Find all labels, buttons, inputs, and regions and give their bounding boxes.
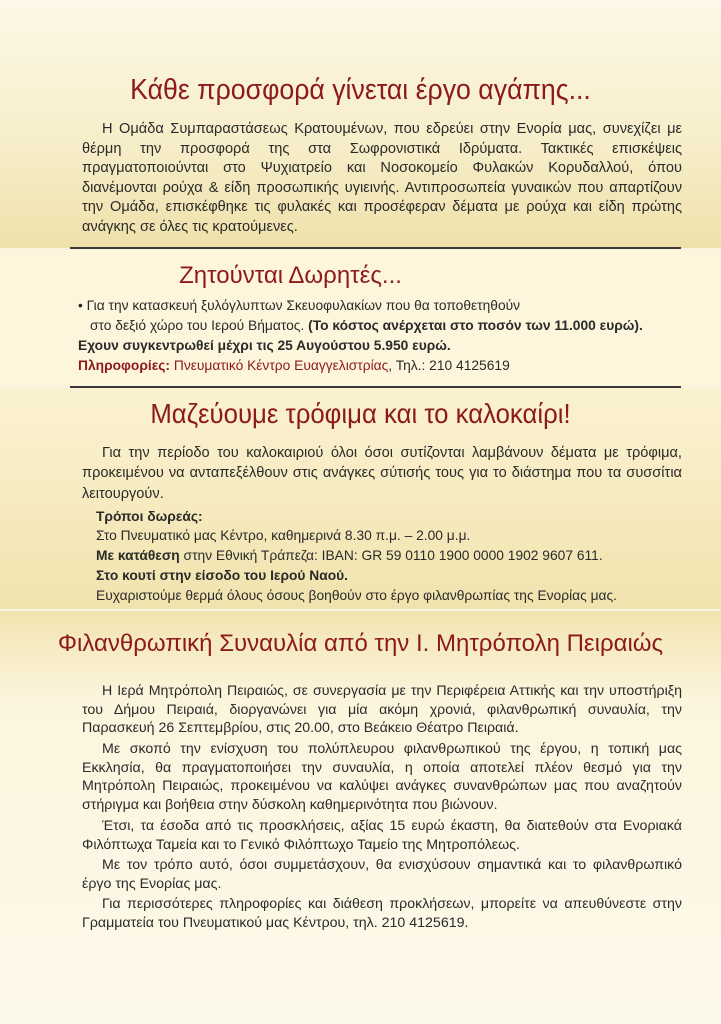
section-title: Φιλανθρωπική Συναυλία από την Ι. Μητρόπολη Πειραιώς — [57, 630, 664, 657]
concert-paragraph-3: Έτσι, τα έσοδα από τις προσκλήσεις, αξίας 15 ευρώ έκαστη, θα διατεθούν στα Ενοριακά Φιλόπτωχα Ταμεία και το Γενικό Φιλόπτωχο Ταμείο της Μητροπόλεως. — [82, 818, 682, 853]
info-phone: , Τηλ.: 210 4125619 — [388, 358, 510, 373]
bank-iban: στην Εθνική Τράπεζα: IBAN: GR 59 0110 1900 0000 1902 9607 611. — [179, 548, 603, 563]
section-title: Ζητούνται Δωρητές... — [179, 262, 402, 289]
bank-deposit-label: Με κατάθεση — [96, 548, 180, 563]
section-body: Για την περίοδο του καλοκαιριού όλοι όσοι συτίζονται λαμβάνουν δέματα με τρόφιμα, προκειμένου να ανταπεξέλθουν στις ανάγκες σύτισής τους για το διάστημα που τα συσσίτια λειτουργούν. — [82, 445, 682, 502]
concert-paragraph-4: Με τον τρόπο αυτό, όσοι συμμετάσχουν, θα ενισχύσουν σημαντικά και το φιλανθρωπικό έργο της Ενορίας μας. — [82, 857, 682, 892]
section-charity-concert — [0, 611, 721, 1024]
cost-note: (Το κόστος ανέρχεται στο ποσόν των 11.000 ευρώ). — [308, 318, 643, 333]
collected-amount: Εχουν συγκεντρωθεί μέχρι τις 25 Αυγούστου 5.950 ευρώ. — [78, 338, 451, 353]
section-title: Κάθε προσφορά γίνεται έργο αγάπης... — [130, 74, 591, 106]
bullet-text-plain: στο δεξιό χώρο του Ιερού Βήματος. — [90, 318, 309, 333]
section-body: Η Ομάδα Συμπαραστάσεως Κρατουμένων, που εδρεύει στην Ενορία μας, συνεχίζει με θέρμη την προσφορά της στα Σωφρονιστικά Ιδρύματα. Τακτικές επισκέψεις πραγματοποιούνται στο Ψυχιατρείο και Νοσοκομείο Φυλακών Κορυδαλλού, όπου διανέμονται ρούχα & είδη προσωπικής υγιεινής. Αντιπροσωπεία γυναικών που απαρτίζουν την Ομάδα, επισκέφθηκε τις φυλακές και προσέφεραν δέματα με ρούχα και είδη πρώτης ανάγκης σε όλες τις κρατούμενες. — [82, 121, 682, 235]
donation-ways-label: Τρόποι δωρεάς: — [96, 509, 203, 524]
info-line — [78, 357, 510, 375]
section-food-collection — [0, 388, 721, 609]
concert-paragraph-2: Με σκοπό την ενίσχυση του πολύπλευρου φιλανθρωπικού της έργου, η τοπική μας Εκκλησία, θα πραγματοποιήσει την συναυλία, η οποία αποτελεί πλέον θεσμό για την Μητρόπολη Πειραιώς, προκειμένου να καλύψει ανάγκες συνανθρώπων μας που αναζητούν στήριγμα και βοήθεια στην δύσκολη καθημερινότητα που βιώνουν. — [82, 741, 682, 813]
info-text: Πνευματικό Κέντρο Ευαγγελιστρίας — [170, 358, 389, 373]
concert-paragraph-1: Η Ιερά Μητρόπολη Πειραιώς, σε συνεργασία με την Περιφέρεια Αττικής και την υποστήριξη του Δήμου Πειραιά, διοργανώνει για μία ακόμη χρονιά, φιλανθρωπική συναυλία, την Παρασκευή 26 Σεπτεμβρίου, στις 20.00, στο Βεάκειο Θέατρο Πειραιά. — [82, 683, 682, 737]
donation-way-bank — [96, 547, 603, 565]
bullet-text-cont — [90, 317, 643, 335]
section-prisoners-support — [0, 0, 721, 248]
divider — [70, 247, 681, 249]
info-label: Πληροφορίες: — [78, 358, 171, 373]
bullet-text: • Για την κατασκευή ξυλόγλυπτων Σκευοφυλακίων που θα τοποθετηθούν — [78, 298, 521, 313]
donation-way-box: Στο κουτί στην είσοδο του Ιερού Ναού. — [96, 568, 349, 583]
thanks-note: Ευχαριστούμε θερμά όλους όσους βοηθούν στο έργο φιλανθρωπίας της Ενορίας μας. — [96, 588, 618, 603]
section-title: Μαζεύουμε τρόφιμα και το καλοκαίρι! — [150, 398, 571, 429]
section-donors-wanted — [0, 250, 721, 386]
donation-way-center: Στο Πνευματικό μας Κέντρο, καθημερινά 8.30 π.μ. – 2.00 μ.μ. — [96, 528, 471, 543]
concert-paragraph-5: Για περισσότερες πληροφορίες και διάθεση προκλήσεων, μπορείτε να απευθύνεστε στην Γραμματεία του Πνευματικού μας Κέντρου, τηλ. 210 4125619. — [82, 896, 682, 931]
